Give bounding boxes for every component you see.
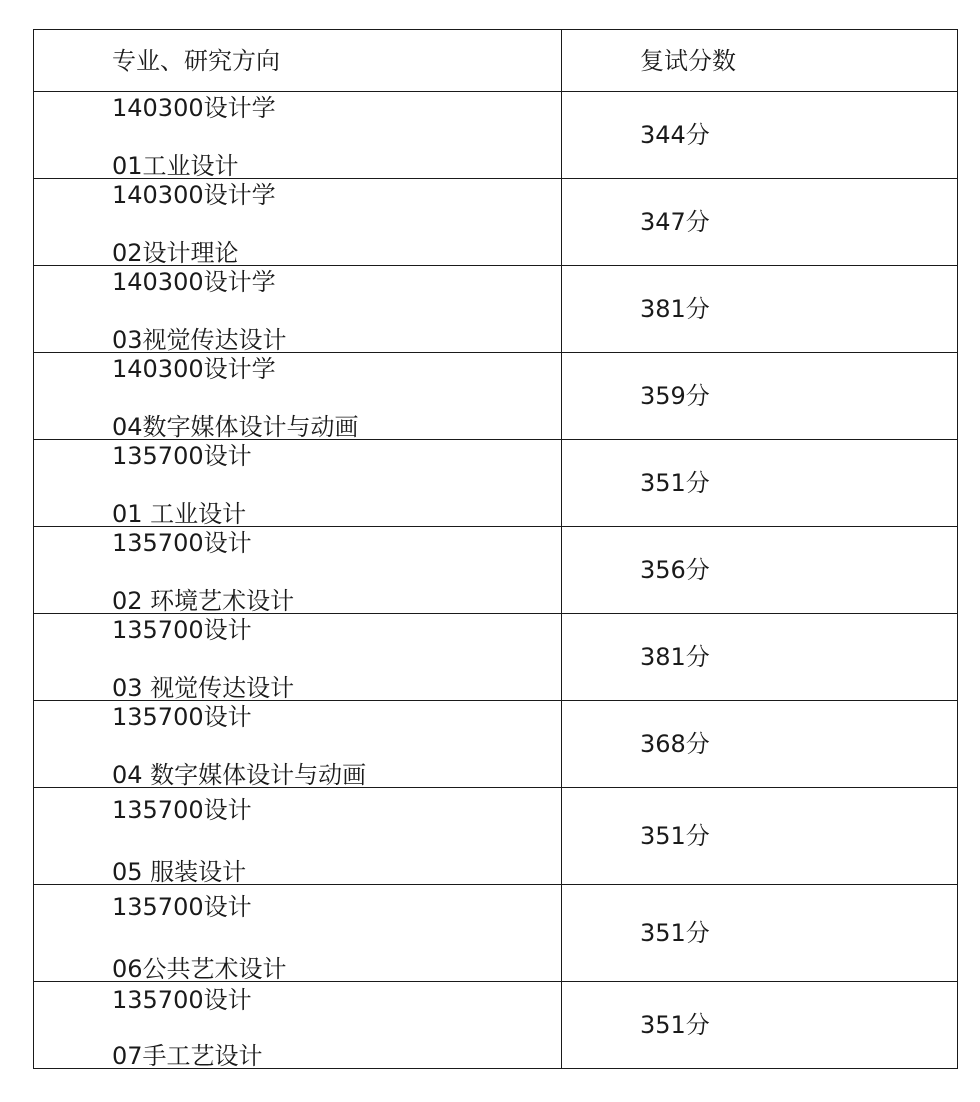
research-direction: 07手工艺设计 (112, 1042, 263, 1070)
table-row (34, 885, 958, 982)
research-direction: 03视觉传达设计 (112, 326, 287, 354)
research-direction: 01工业设计 (112, 152, 239, 180)
research-direction: 02设计理论 (112, 239, 239, 267)
score-cell (562, 92, 958, 179)
score-table (33, 29, 958, 1069)
research-direction: 04 数字媒体设计与动画 (112, 761, 367, 789)
score-value: 359分 (640, 382, 710, 410)
major-code: 135700设计 (112, 796, 252, 824)
table-row (34, 982, 958, 1069)
score-value: 381分 (640, 643, 710, 671)
major-code: 140300设计学 (112, 268, 276, 296)
score-value: 351分 (640, 469, 710, 497)
table-row (34, 266, 958, 353)
score-value: 351分 (640, 919, 710, 947)
major-cell (34, 440, 562, 527)
score-value: 351分 (640, 1011, 710, 1039)
major-code: 135700设计 (112, 893, 252, 921)
major-cell (34, 353, 562, 440)
table-row (34, 701, 958, 788)
score-value: 356分 (640, 556, 710, 584)
major-code: 135700设计 (112, 442, 252, 470)
major-code: 135700设计 (112, 529, 252, 557)
header-major: 专业、研究方向 (34, 30, 562, 92)
score-cell (562, 353, 958, 440)
score-cell (562, 614, 958, 701)
score-cell (562, 527, 958, 614)
major-cell (34, 614, 562, 701)
research-direction: 06公共艺术设计 (112, 955, 287, 983)
score-cell (562, 788, 958, 885)
research-direction: 05 服装设计 (112, 858, 247, 886)
table-row (34, 614, 958, 701)
table-row (34, 527, 958, 614)
major-cell (34, 92, 562, 179)
major-code: 140300设计学 (112, 355, 276, 383)
score-cell (562, 179, 958, 266)
major-cell (34, 982, 562, 1069)
research-direction: 01 工业设计 (112, 500, 247, 528)
major-cell (34, 788, 562, 885)
score-value: 368分 (640, 730, 710, 758)
table-row (34, 440, 958, 527)
research-direction: 03 视觉传达设计 (112, 674, 295, 702)
major-code: 135700设计 (112, 703, 252, 731)
score-value: 381分 (640, 295, 710, 323)
table-row (34, 353, 958, 440)
score-value: 351分 (640, 822, 710, 850)
major-cell (34, 179, 562, 266)
score-cell (562, 266, 958, 353)
major-cell (34, 266, 562, 353)
score-value: 347分 (640, 208, 710, 236)
score-cell (562, 440, 958, 527)
major-code: 140300设计学 (112, 181, 276, 209)
research-direction: 02 环境艺术设计 (112, 587, 295, 615)
table-row (34, 92, 958, 179)
score-cell (562, 701, 958, 788)
table-row (34, 179, 958, 266)
major-code: 135700设计 (112, 986, 252, 1014)
score-value: 344分 (640, 121, 710, 149)
major-cell (34, 885, 562, 982)
table-row (34, 788, 958, 885)
research-direction: 04数字媒体设计与动画 (112, 413, 359, 441)
major-code: 140300设计学 (112, 94, 276, 122)
major-cell (34, 527, 562, 614)
major-code: 135700设计 (112, 616, 252, 644)
header-row (34, 30, 958, 92)
major-cell (34, 701, 562, 788)
score-cell (562, 885, 958, 982)
header-score: 复试分数 (562, 30, 958, 92)
score-cell (562, 982, 958, 1069)
